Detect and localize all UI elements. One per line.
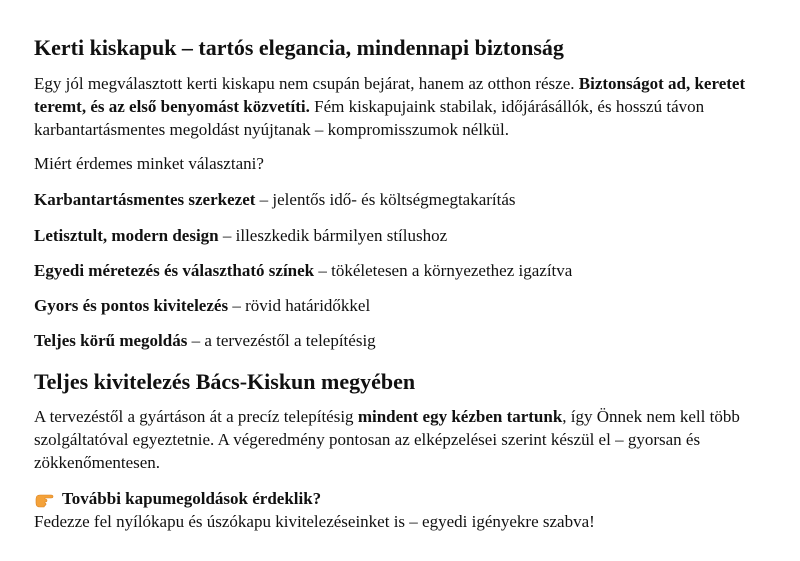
feature-item	[34, 329, 774, 352]
intro-text-2: Fém kiskapujaink stabilak, időjárásállók, és hosszú távon karbantartásmentes megoldást nyújtanak – kompromisszumok nélkül.	[34, 97, 705, 139]
feature-item	[34, 259, 774, 282]
page-title: Kerti kiskapuk – tartós elegancia, mindennapi biztonság	[34, 35, 564, 60]
intro-text-1: Egy jól megválasztott kerti kiskapu nem csupán bejárat, hanem az otthon része.	[34, 74, 579, 93]
feature-text: – rövid határidőkkel	[228, 296, 371, 315]
exec-text-1: A tervezéstől a gyártáson át a precíz telepítésig	[34, 407, 358, 426]
feature-item	[34, 188, 774, 211]
feature-bold: Karbantartásmentes szerkezet	[34, 190, 256, 209]
intro-bold: Biztonságot ad, keretet teremt, és az első benyomást közvetíti.	[34, 74, 746, 116]
feature-bold: Egyedi méretezés és választható színek	[34, 261, 315, 280]
exec-text-2: , így Önnek nem kell több szolgáltatóval egyeztetnie. A végeredmény pontosan az elképzelései szerint készül el – gyorsan és zökkenőmentesen.	[34, 407, 740, 472]
feature-bold: Teljes körű megoldás	[34, 331, 188, 350]
feature-text: – a tervezéstől a telepítésig	[187, 331, 376, 350]
feature-item	[34, 294, 774, 317]
feature-text: – tökéletesen a környezethez igazítva	[314, 261, 573, 280]
more-solutions-text: Fedezze fel nyílókapu és úszókapu kivitelezéseinket is – egyedi igényekre szabva!	[34, 512, 595, 531]
pointing-hand-icon	[34, 490, 54, 508]
intro-paragraph	[34, 72, 774, 141]
execution-paragraph	[34, 405, 774, 474]
feature-bold: Letisztult, modern design	[34, 226, 219, 245]
why-question: Miért érdemes minket választani?	[34, 154, 264, 173]
exec-bold: mindent egy kézben tartunk	[357, 407, 563, 426]
feature-bold: Gyors és pontos kivitelezés	[34, 296, 229, 315]
more-solutions-heading	[34, 487, 774, 510]
feature-text: – illeszkedik bármilyen stílushoz	[218, 226, 448, 245]
feature-text: – jelentős idő- és költségmegtakarítás	[255, 190, 516, 209]
section-title-bacs-kiskun: Teljes kivitelezés Bács-Kiskun megyében	[34, 369, 416, 394]
feature-item	[34, 224, 774, 247]
more-solutions-title: További kapumegoldások érdeklik?	[62, 489, 322, 508]
